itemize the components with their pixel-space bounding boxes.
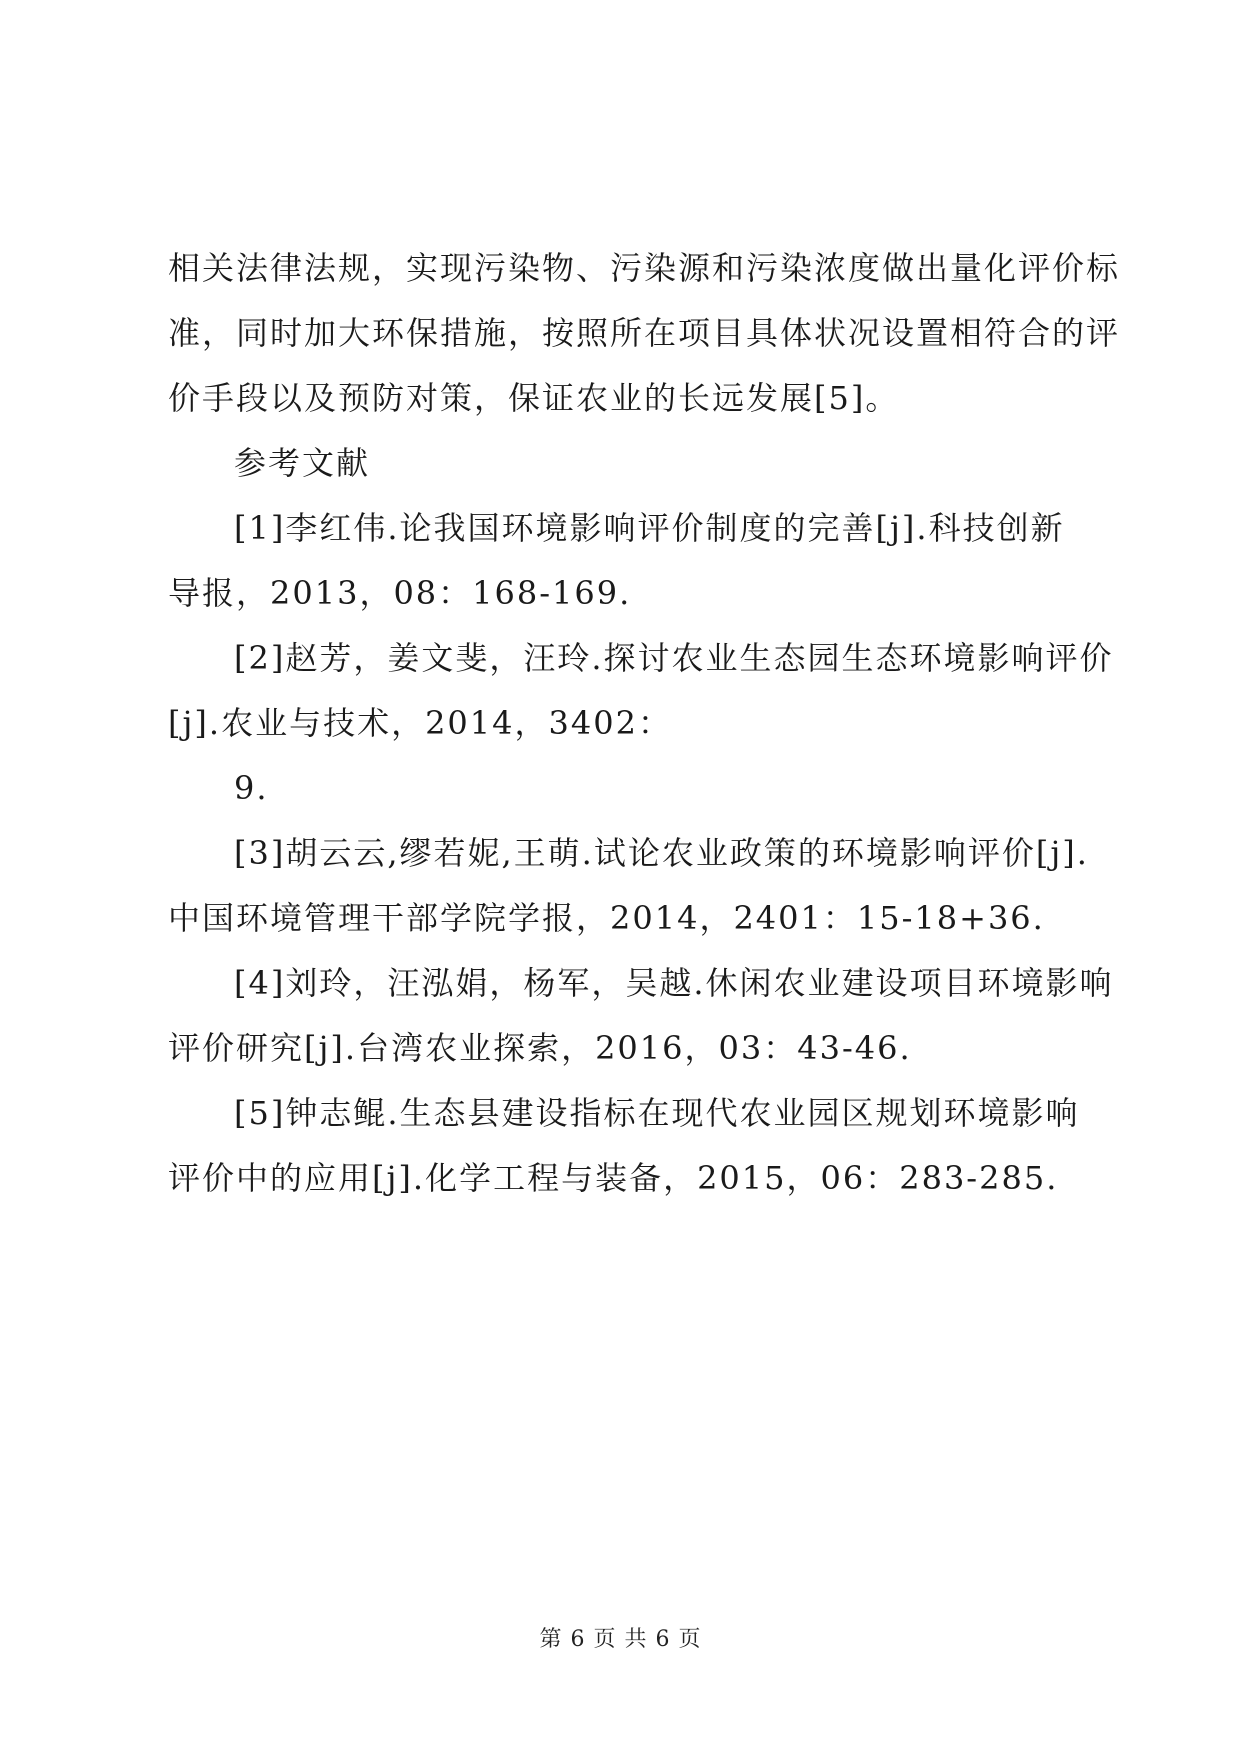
- reference-item: [168, 756, 1088, 821]
- reference-line: [j].农业与技术，2014，3402：: [168, 704, 672, 742]
- references-heading: 参考文献: [234, 444, 371, 482]
- reference-item: [168, 821, 1088, 951]
- reference-line: 9.: [234, 769, 269, 807]
- reference-line: [3]胡云云,缪若妮,王萌.试论农业政策的环境影响评价[j].: [234, 834, 1089, 872]
- reference-line: 评价研究[j].台湾农业探索，2016，03：43-46.: [168, 1029, 912, 1067]
- reference-line: 中国环境管理干部学院学报，2014，2401：15-18+36.: [168, 899, 1045, 937]
- paragraph-line: 相关法律法规，实现污染物、污染源和污染浓度做出量化评价标: [168, 249, 1121, 287]
- reference-line: [1]李红伟.论我国环境影响评价制度的完善[j].科技创新: [234, 509, 1065, 547]
- reference-line: [5]钟志鲲.生态县建设指标在现代农业园区规划环境影响: [234, 1094, 1080, 1132]
- reference-item: [168, 1081, 1088, 1211]
- reference-line: [4]刘玲，汪泓娟，杨军，吴越.休闲农业建设项目环境影响: [234, 964, 1114, 1002]
- reference-item: [168, 951, 1114, 1081]
- reference-line: 评价中的应用[j].化学工程与装备，2015，06：283-285.: [168, 1159, 1059, 1197]
- reference-item: [168, 496, 1088, 626]
- paragraph-line: 准，同时加大环保措施，按照所在项目具体状况设置相符合的评: [168, 314, 1121, 352]
- page-number-footer: 第 6 页 共 6 页: [539, 1627, 702, 1652]
- reference-line: 导报，2013，08：168-169.: [168, 574, 632, 612]
- paragraph-line: 价手段以及预防对策，保证农业的长远发展[5]。: [168, 379, 900, 417]
- reference-list: [168, 496, 1114, 1211]
- reference-item: [168, 626, 1114, 756]
- page-body: [168, 236, 1121, 1211]
- body-paragraph: [168, 236, 1121, 431]
- reference-line: [2]赵芳，姜文斐，汪玲.探讨农业生态园生态环境影响评价: [234, 639, 1114, 677]
